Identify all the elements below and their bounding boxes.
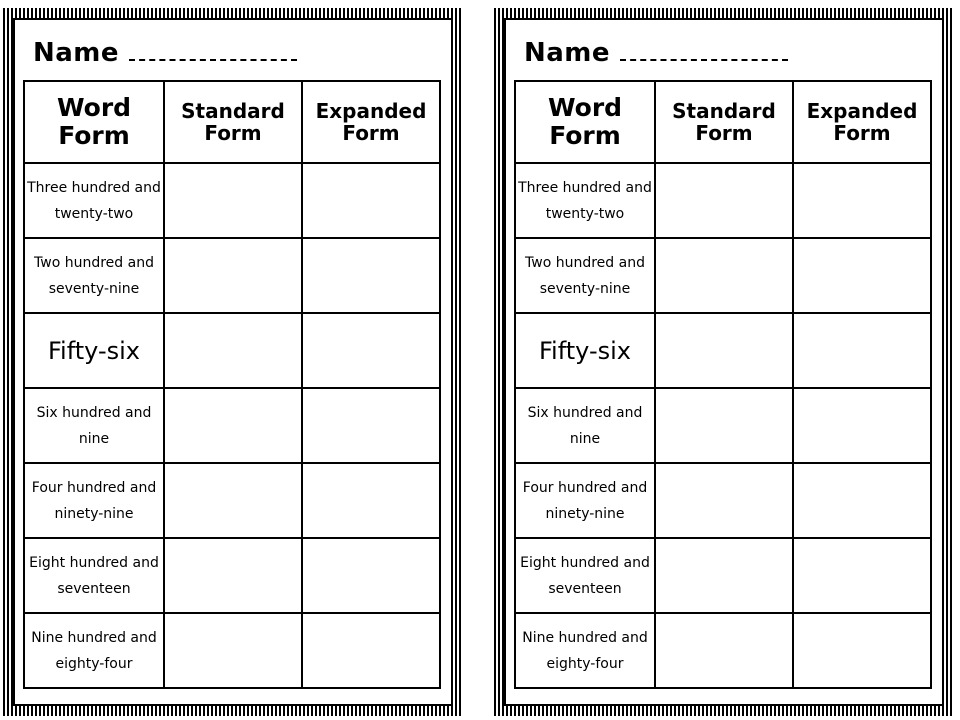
- word-form-cell: Two hundred and seventy-nine: [24, 238, 164, 313]
- card-inner-right: [504, 18, 944, 706]
- worksheet-card-left: [3, 8, 463, 716]
- word-form-cell: Six hundred and nine: [515, 388, 655, 463]
- word-form-cell: Three hundred and twenty-two: [24, 163, 164, 238]
- standard-form-answer-cell[interactable]: [655, 313, 793, 388]
- standard-form-answer-cell[interactable]: [164, 388, 302, 463]
- word-form-cell: Fifty-six: [515, 313, 655, 388]
- expanded-form-answer-cell[interactable]: [302, 388, 440, 463]
- table-row: [24, 388, 440, 463]
- header-expanded-form: Expanded Form: [793, 81, 931, 163]
- word-form-cell: Nine hundred and eighty-four: [24, 613, 164, 688]
- expanded-form-answer-cell[interactable]: [793, 163, 931, 238]
- card-inner-left: [13, 18, 453, 706]
- header-standard-form: Standard Form: [164, 81, 302, 163]
- standard-form-answer-cell[interactable]: [164, 463, 302, 538]
- table-row: [24, 163, 440, 238]
- name-field-right[interactable]: [524, 38, 788, 68]
- header-word-form: Word Form: [515, 81, 655, 163]
- standard-form-answer-cell[interactable]: [164, 538, 302, 613]
- expanded-form-answer-cell[interactable]: [302, 613, 440, 688]
- word-form-cell: Nine hundred and eighty-four: [515, 613, 655, 688]
- name-blank-line[interactable]: [129, 51, 297, 61]
- word-form-cell: Eight hundred and seventeen: [515, 538, 655, 613]
- standard-form-answer-cell[interactable]: [164, 613, 302, 688]
- name-label: Name: [524, 38, 611, 68]
- table-row: [24, 463, 440, 538]
- name-label: Name: [33, 38, 120, 68]
- standard-form-answer-cell[interactable]: [655, 463, 793, 538]
- standard-form-answer-cell[interactable]: [655, 538, 793, 613]
- word-form-cell: Three hundred and twenty-two: [515, 163, 655, 238]
- table-row: [24, 238, 440, 313]
- word-form-cell: Two hundred and seventy-nine: [515, 238, 655, 313]
- table-row: [515, 238, 931, 313]
- expanded-form-answer-cell[interactable]: [302, 538, 440, 613]
- header-standard-form: Standard Form: [655, 81, 793, 163]
- expanded-form-answer-cell[interactable]: [302, 163, 440, 238]
- table-row: [24, 313, 440, 388]
- expanded-form-answer-cell[interactable]: [302, 238, 440, 313]
- place-value-table-right: [514, 80, 932, 689]
- standard-form-answer-cell[interactable]: [164, 238, 302, 313]
- standard-form-answer-cell[interactable]: [655, 613, 793, 688]
- standard-form-answer-cell[interactable]: [655, 238, 793, 313]
- expanded-form-answer-cell[interactable]: [793, 463, 931, 538]
- expanded-form-answer-cell[interactable]: [793, 313, 931, 388]
- expanded-form-answer-cell[interactable]: [302, 463, 440, 538]
- table-row: [515, 313, 931, 388]
- expanded-form-answer-cell[interactable]: [302, 313, 440, 388]
- name-field-left[interactable]: [33, 38, 297, 68]
- word-form-cell: Four hundred and ninety-nine: [24, 463, 164, 538]
- table-row: [515, 613, 931, 688]
- standard-form-answer-cell[interactable]: [655, 163, 793, 238]
- standard-form-answer-cell[interactable]: [164, 313, 302, 388]
- table-row: [515, 163, 931, 238]
- table-row: [24, 613, 440, 688]
- table-header-row: [24, 81, 440, 163]
- standard-form-answer-cell[interactable]: [164, 163, 302, 238]
- table-row: [515, 463, 931, 538]
- table-row: [515, 388, 931, 463]
- expanded-form-answer-cell[interactable]: [793, 388, 931, 463]
- header-expanded-form: Expanded Form: [302, 81, 440, 163]
- expanded-form-answer-cell[interactable]: [793, 613, 931, 688]
- table-row: [24, 538, 440, 613]
- expanded-form-answer-cell[interactable]: [793, 538, 931, 613]
- table-row: [515, 538, 931, 613]
- table-header-row: [515, 81, 931, 163]
- word-form-cell: Fifty-six: [24, 313, 164, 388]
- word-form-cell: Eight hundred and seventeen: [24, 538, 164, 613]
- header-word-form: Word Form: [24, 81, 164, 163]
- standard-form-answer-cell[interactable]: [655, 388, 793, 463]
- worksheet-card-right: [494, 8, 954, 716]
- word-form-cell: Four hundred and ninety-nine: [515, 463, 655, 538]
- word-form-cell: Six hundred and nine: [24, 388, 164, 463]
- place-value-table-left: [23, 80, 441, 689]
- name-blank-line[interactable]: [620, 51, 788, 61]
- expanded-form-answer-cell[interactable]: [793, 238, 931, 313]
